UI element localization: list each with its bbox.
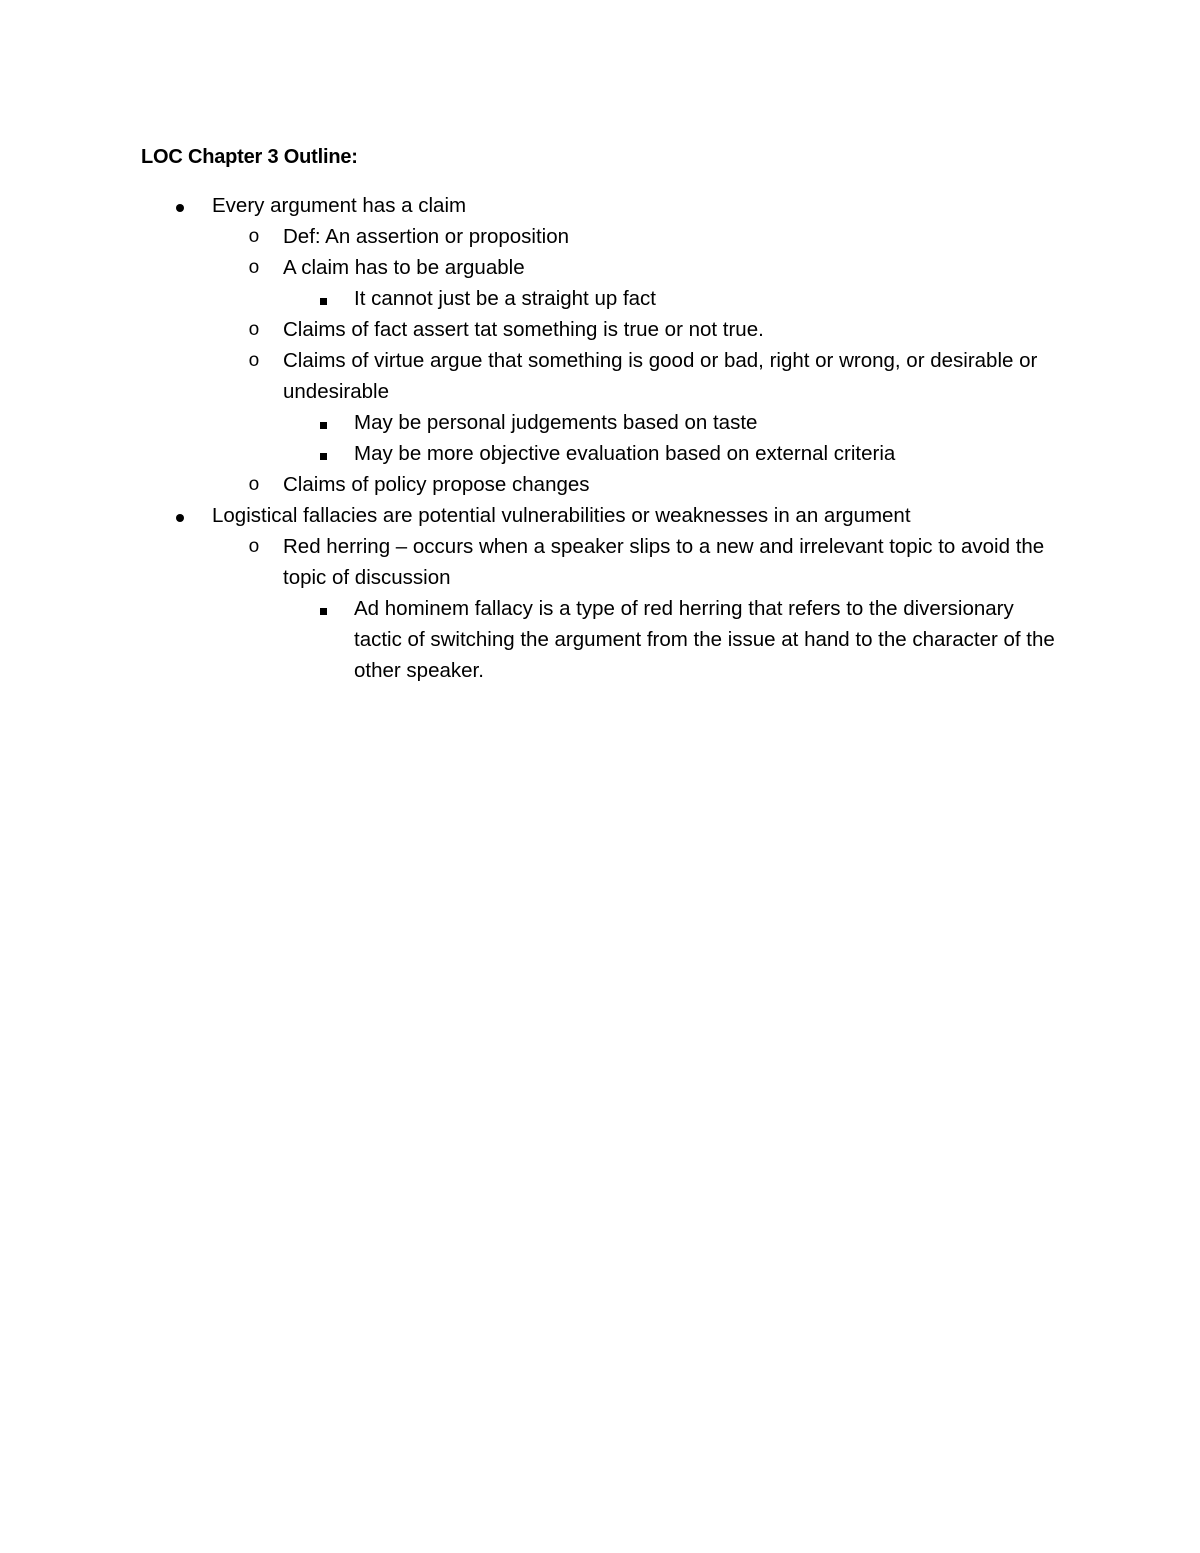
- outline-item-text: May be personal judgements based on taste: [354, 411, 758, 434]
- bullet-circle-icon: o: [248, 319, 260, 341]
- outline-item-text: Claims of virtue argue that something is good or bad, right or wrong, or desirable or undesirable: [283, 349, 1038, 403]
- outline-item-level-3: [0, 438, 1200, 469]
- bullet-square-icon: [313, 438, 333, 469]
- bullet-circle-icon: o: [248, 536, 260, 558]
- outline-item-text: Claims of fact assert tat something is true or not true.: [283, 318, 764, 341]
- bullet-square-icon: [313, 407, 333, 438]
- outline-item-level-2: [0, 345, 1200, 407]
- outline-item-text: Ad hominem fallacy is a type of red herring that refers to the diversionary tactic of switching the argument from the issue at hand to the character of the other speaker.: [354, 597, 1055, 682]
- outline-item-level-3: [0, 593, 1200, 686]
- outline-item-text: Red herring – occurs when a speaker slips to a new and irrelevant topic to avoid the topic of discussion: [283, 535, 1045, 589]
- outline-item-level-2: [0, 469, 1200, 500]
- outline-item-level-2: [0, 531, 1200, 593]
- bullet-disc-icon: [170, 190, 190, 221]
- outline-item-level-3: [0, 283, 1200, 314]
- outline-list: [0, 190, 1200, 686]
- outline-item-level-3: [0, 407, 1200, 438]
- outline-item-level-1: [0, 190, 1200, 221]
- outline-item-level-2: [0, 314, 1200, 345]
- outline-item-text: May be more objective evaluation based on external criteria: [354, 442, 896, 465]
- bullet-circle-icon: o: [248, 257, 260, 279]
- bullet-circle-icon: o: [248, 350, 260, 372]
- bullet-disc-icon: [170, 500, 190, 531]
- outline-item-text: Logistical fallacies are potential vulnerabilities or weaknesses in an argument: [212, 504, 911, 527]
- outline-item-text: Claims of policy propose changes: [283, 473, 590, 496]
- outline-item-level-2: [0, 221, 1200, 252]
- outline-item-text: A claim has to be arguable: [283, 256, 525, 279]
- bullet-square-icon: [313, 283, 333, 314]
- outline-item-text: Def: An assertion or proposition: [283, 225, 570, 248]
- outline-item-level-2: [0, 252, 1200, 283]
- outline-item-level-1: [0, 500, 1200, 531]
- bullet-square-icon: [313, 593, 333, 624]
- bullet-circle-icon: o: [248, 474, 260, 496]
- outline-item-text: Every argument has a claim: [212, 194, 467, 217]
- bullet-circle-icon: o: [248, 226, 260, 248]
- outline-item-text: It cannot just be a straight up fact: [354, 287, 656, 310]
- page-title: LOC Chapter 3 Outline:: [141, 146, 358, 168]
